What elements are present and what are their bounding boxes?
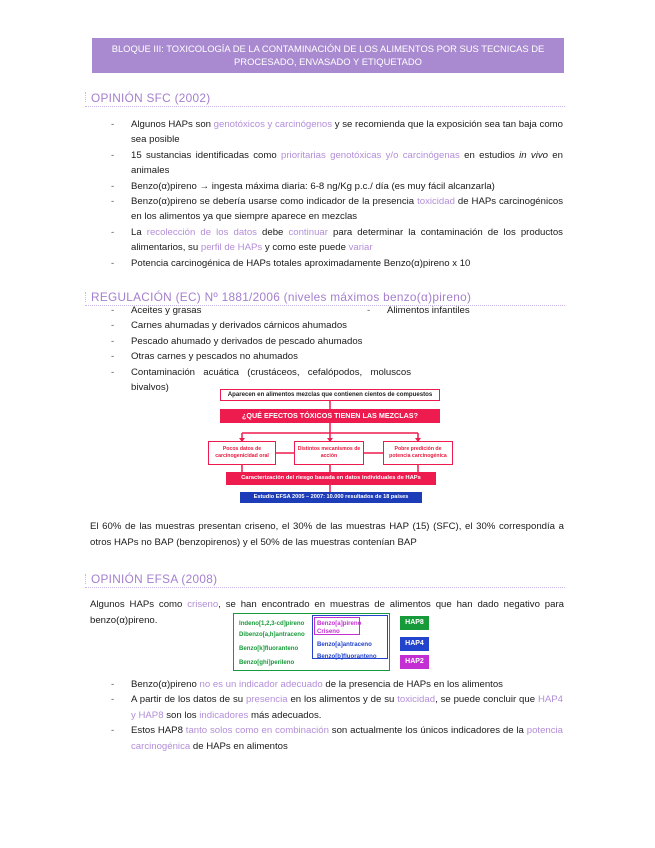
diagram-right-box: Pobre predición de potencia carcinogénica <box>383 441 453 465</box>
sfc-bullet-list <box>111 117 563 271</box>
compound-label: Dibenzo[a,h]antraceno <box>239 631 305 638</box>
header-line-1: BLOQUE III: TOXICOLOGÍA DE LA CONTAMINACIÓN DE LOS ALIMENTOS POR SUS TECNICAS DE <box>111 43 545 54</box>
list-item: - Estos HAP8 tanto solos como en combinación son actualmente los únicos indicadores de la potencia carcinogénica de HAPs en alimentos <box>111 723 563 754</box>
section-divider <box>85 587 565 588</box>
section-marker <box>85 292 86 302</box>
diagram-middle-box: Distintos mecanismos de acción <box>294 441 364 465</box>
hap-groups-figure <box>233 613 465 673</box>
header-banner <box>92 38 564 73</box>
regulation-list-right <box>367 303 527 318</box>
efsa-bullet-list <box>111 677 563 754</box>
section-marker <box>85 574 86 584</box>
list-item: - Carnes ahumadas y derivados cárnicos ahumados <box>111 318 411 333</box>
list-item: - Alimentos infantiles <box>367 303 527 318</box>
list-item: - Pescado ahumado y derivados de pescado ahumados <box>111 334 411 349</box>
section-title-regulation: REGULACIÓN (EC) Nº 1881/2006 (niveles máximos benzo(α)pireno) <box>91 290 472 304</box>
list-item: - Potencia carcinogénica de HAPs totales aproximadamente Benzo(α)pireno x 10 <box>111 256 563 271</box>
compound-label: Benzo[ghi]perileno <box>239 659 295 666</box>
diagram-left-box: Pocos datos de carcinogenicidad oral <box>208 441 276 465</box>
section-divider <box>85 106 565 107</box>
section-title-efsa: OPINIÓN EFSA (2008) <box>91 572 218 586</box>
hap4-badge: HAP4 <box>400 637 429 651</box>
list-item: - Contaminación acuática (crustáceos, cefalópodos, moluscos bivalvos) <box>111 365 411 396</box>
hap2-badge: HAP2 <box>400 655 429 669</box>
list-item: - Aceites y grasas <box>111 303 411 318</box>
list-item: - Algunos HAPs son genotóxicos y carcinógenos y se recomienda que la exposición sea tan baja como sea posible <box>111 117 563 148</box>
compound-label: Benzo[a]pireno <box>317 620 362 627</box>
compound-label: Indeno[1,2,3-cd]pireno <box>239 620 305 627</box>
list-item: - A partir de los datos de su presencia en los alimentos y de su toxicidad, se puede concluir que HAP4 y HAP8 son los indicadores más adecuados. <box>111 692 563 723</box>
hap8-badge: HAP8 <box>400 616 429 630</box>
header-line-2: PROCESADO, ENVASADO Y ETIQUETADO <box>234 56 422 67</box>
list-item: - Benzo(α)pireno no es un indicador adecuado de la presencia de HAPs en los alimentos <box>111 677 563 692</box>
list-item: - 15 sustancias identificadas como prioritarias genotóxicas y/o carcinógenas en estudios in vivo en animales <box>111 148 563 179</box>
diagram-arrows <box>208 389 456 505</box>
diagram-question-box: ¿QUÉ EFECTOS TÓXICOS TIENEN LAS MEZCLAS? <box>220 409 440 423</box>
compound-label: Benzo[a]antraceno <box>317 641 372 648</box>
regulation-list <box>111 303 411 395</box>
section-marker <box>85 92 86 102</box>
efsa-intro-paragraph: Algunos HAPs como criseno, se han encontrado en muestras de alimentos que han dado negativo para benzo(α)pireno. <box>90 599 564 626</box>
list-item: - La recolección de los datos debe continuar para determinar la contaminación de los productos alimentarios, su perfil de HAPs y como este puede variar <box>111 225 563 256</box>
list-item: - Benzo(α)pireno → ingesta máxima diaria: 6-8 ng/Kg p.c./ día (es muy fácil alcanzarla) <box>111 179 563 194</box>
diagram-top-box: Aparecen en alimentos mezclas que contienen cientos de compuestos <box>220 389 440 401</box>
section-title-sfc: OPINIÓN SFC (2002) <box>91 91 211 105</box>
toxicity-mixtures-diagram <box>208 389 456 505</box>
compound-label: Benzo[k]fluoranteno <box>239 645 299 652</box>
compound-label: Benzo[b]fluoranteno <box>317 653 377 660</box>
diagram-study-box: Estudio EFSA 2005 – 2007: 10.000 resultados de 18 países <box>240 492 422 503</box>
diagram-bottom-box: Caracterización del riesgo basada en datos individuales de HAPs <box>226 472 436 485</box>
list-item: - Otras carnes y pescados no ahumados <box>111 349 411 364</box>
compound-label: Criseno <box>317 628 340 635</box>
results-paragraph: El 60% de las muestras presentan criseno, el 30% de las muestras HAP (15) (SFC), el 30% correspondía a otros HAPs no BAP (benzopirenos) y el 50% de las muestras contenían BAP <box>90 521 564 548</box>
list-item: - Benzo(α)pireno se debería usarse como indicador de la presencia toxicidad de HAPs carcinogénicos en los alimentos ya que siempre aparece en mezclas <box>111 194 563 225</box>
